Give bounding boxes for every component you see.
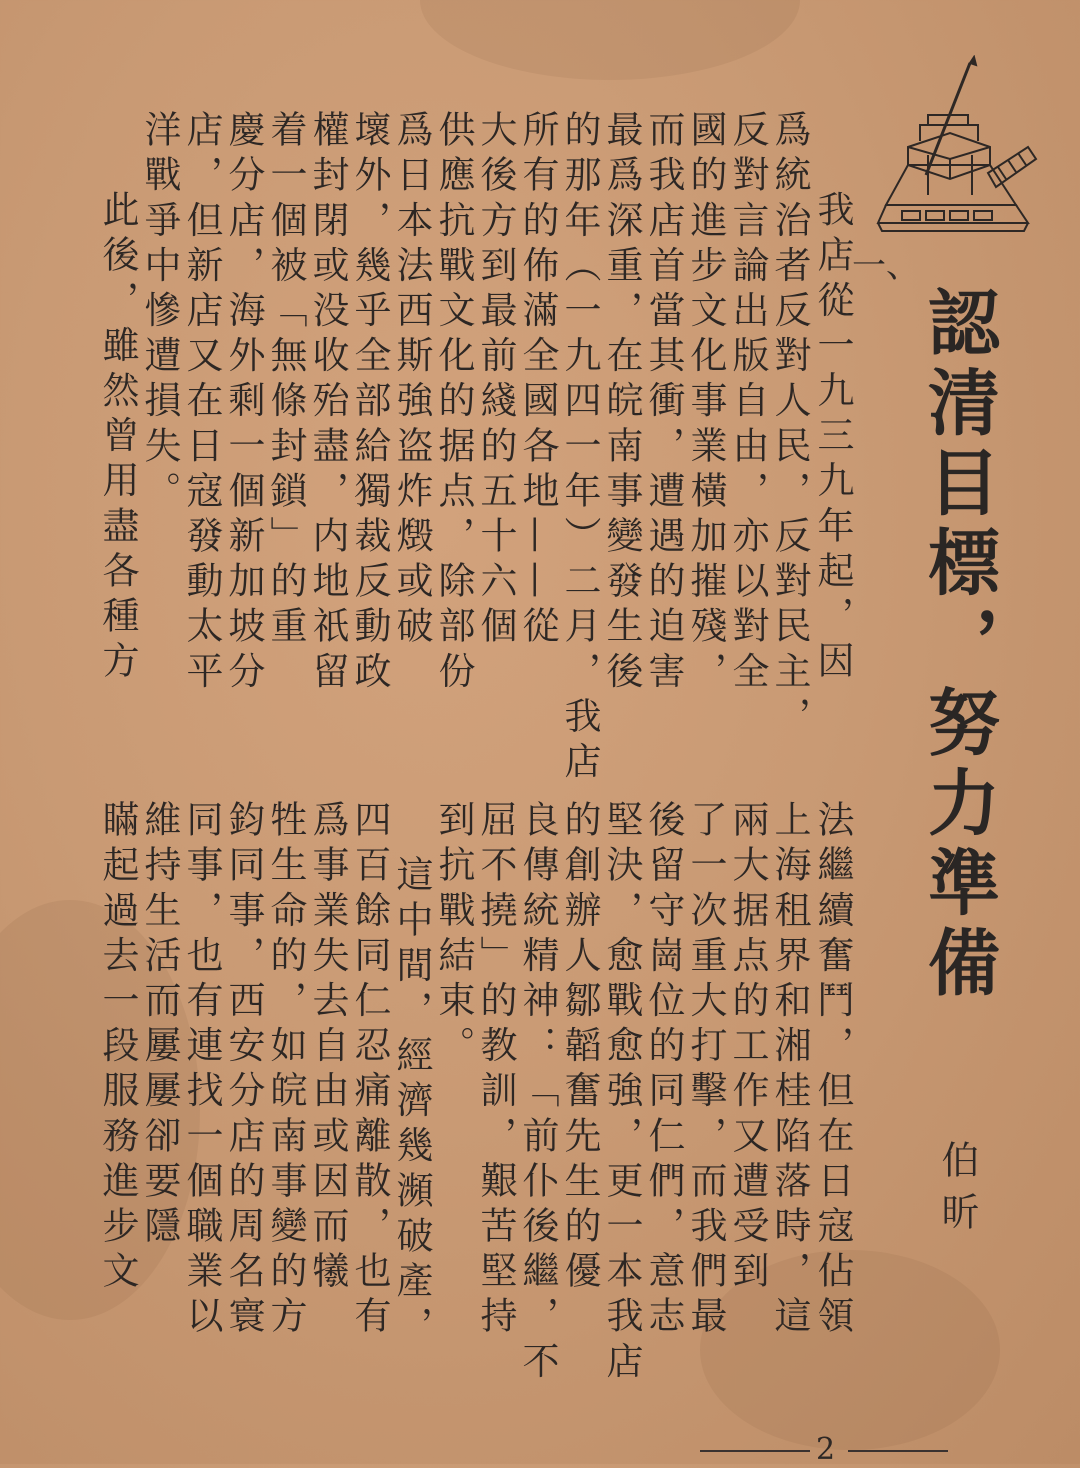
text-column: 而我店首當其衝，遭遇的迫害 <box>642 110 685 697</box>
text-column: 兩大据点的工作又遭受到 <box>726 800 769 1297</box>
text-column: 到抗戰結束。 <box>432 800 475 1071</box>
text-column: 的創辦人鄒韜奮先生的優 <box>558 800 601 1297</box>
text-column: 了一次重大打擊，而我們最 <box>684 800 727 1342</box>
text-column: 着一個被「無條封鎖」的重 <box>264 110 307 652</box>
paper-stain <box>420 0 800 80</box>
text-column: 維持生活而屢屢卻要隱 <box>138 800 181 1251</box>
text-column: 爲日本法西斯強盗炸燬或破 <box>390 110 433 652</box>
text-column: 權封閉或没收殆盡，内地祇留 <box>306 110 349 697</box>
text-column: 慶分店，海外剩一個新加坡分 <box>222 110 265 697</box>
text-column: 此後，雖然曾用盡各種方 <box>96 190 139 687</box>
text-column: 上海租界和湘桂陷落時，這 <box>768 800 811 1342</box>
text-column: 鈞同事，西安分店的周名寰 <box>222 800 265 1342</box>
text-column: 後留守崗位的同仁們，意志 <box>642 800 685 1342</box>
text-column: 的那年（一九四一年）二月，我店 <box>558 110 601 787</box>
section-number: 一、 <box>852 246 920 286</box>
page-number: 2 <box>816 1432 836 1467</box>
text-column: 瞞起過去一段服務進步文 <box>96 800 139 1297</box>
text-column: 良傳統精神：「前仆後繼，不 <box>516 800 559 1387</box>
text-column: 爲事業失去自由或因而犧 <box>306 800 349 1297</box>
footer-rule-right <box>848 1450 948 1452</box>
text-column: 屈不撓」的教訓，艱苦堅持 <box>474 800 517 1342</box>
text-column: 我店從一九三九年起，因 <box>811 190 854 687</box>
text-column: 爲統治者反對人民，反對民主， <box>768 110 811 742</box>
text-column: 大後方到最前綫的五十六個 <box>474 110 517 652</box>
text-column: 這中間，經濟幾瀕破產， <box>390 855 433 1352</box>
text-column: 店，但新店又在日寇發動太平 <box>180 110 223 697</box>
inkwell-pen-illustration <box>868 55 1038 255</box>
text-column: 四百餘同仁忍痛離散，也有 <box>348 800 391 1342</box>
text-column: 堅決，愈戰愈強，更一本我店 <box>600 800 643 1387</box>
text-column: 牲生命的，如皖南事變的方 <box>264 800 307 1342</box>
text-column: 反對言論出版自由，亦以對全 <box>726 110 769 697</box>
text-column: 供應抗戰文化的据点，除部份 <box>432 110 475 697</box>
text-column: 法繼續奮鬥，但在日寇佔領 <box>811 800 854 1342</box>
footer-rule-left <box>700 1450 810 1452</box>
text-column: 同事，也有連找一個職業以 <box>180 800 223 1342</box>
text-column: 洋戰爭中慘遭損失。 <box>138 110 181 516</box>
text-column: 所有的佈滿全國各地——從 <box>516 110 559 652</box>
page-footer <box>700 1432 960 1468</box>
article-title: 認清目標，努力準備 <box>916 285 1001 1005</box>
author-name: 伯昕 <box>935 1140 979 1244</box>
text-column: 國的進步文化事業橫加摧殘， <box>684 110 727 697</box>
text-column: 壞外，幾乎全部給獨裁反動政 <box>348 110 391 697</box>
text-column: 最爲深重，在皖南事變發生後 <box>600 110 643 697</box>
